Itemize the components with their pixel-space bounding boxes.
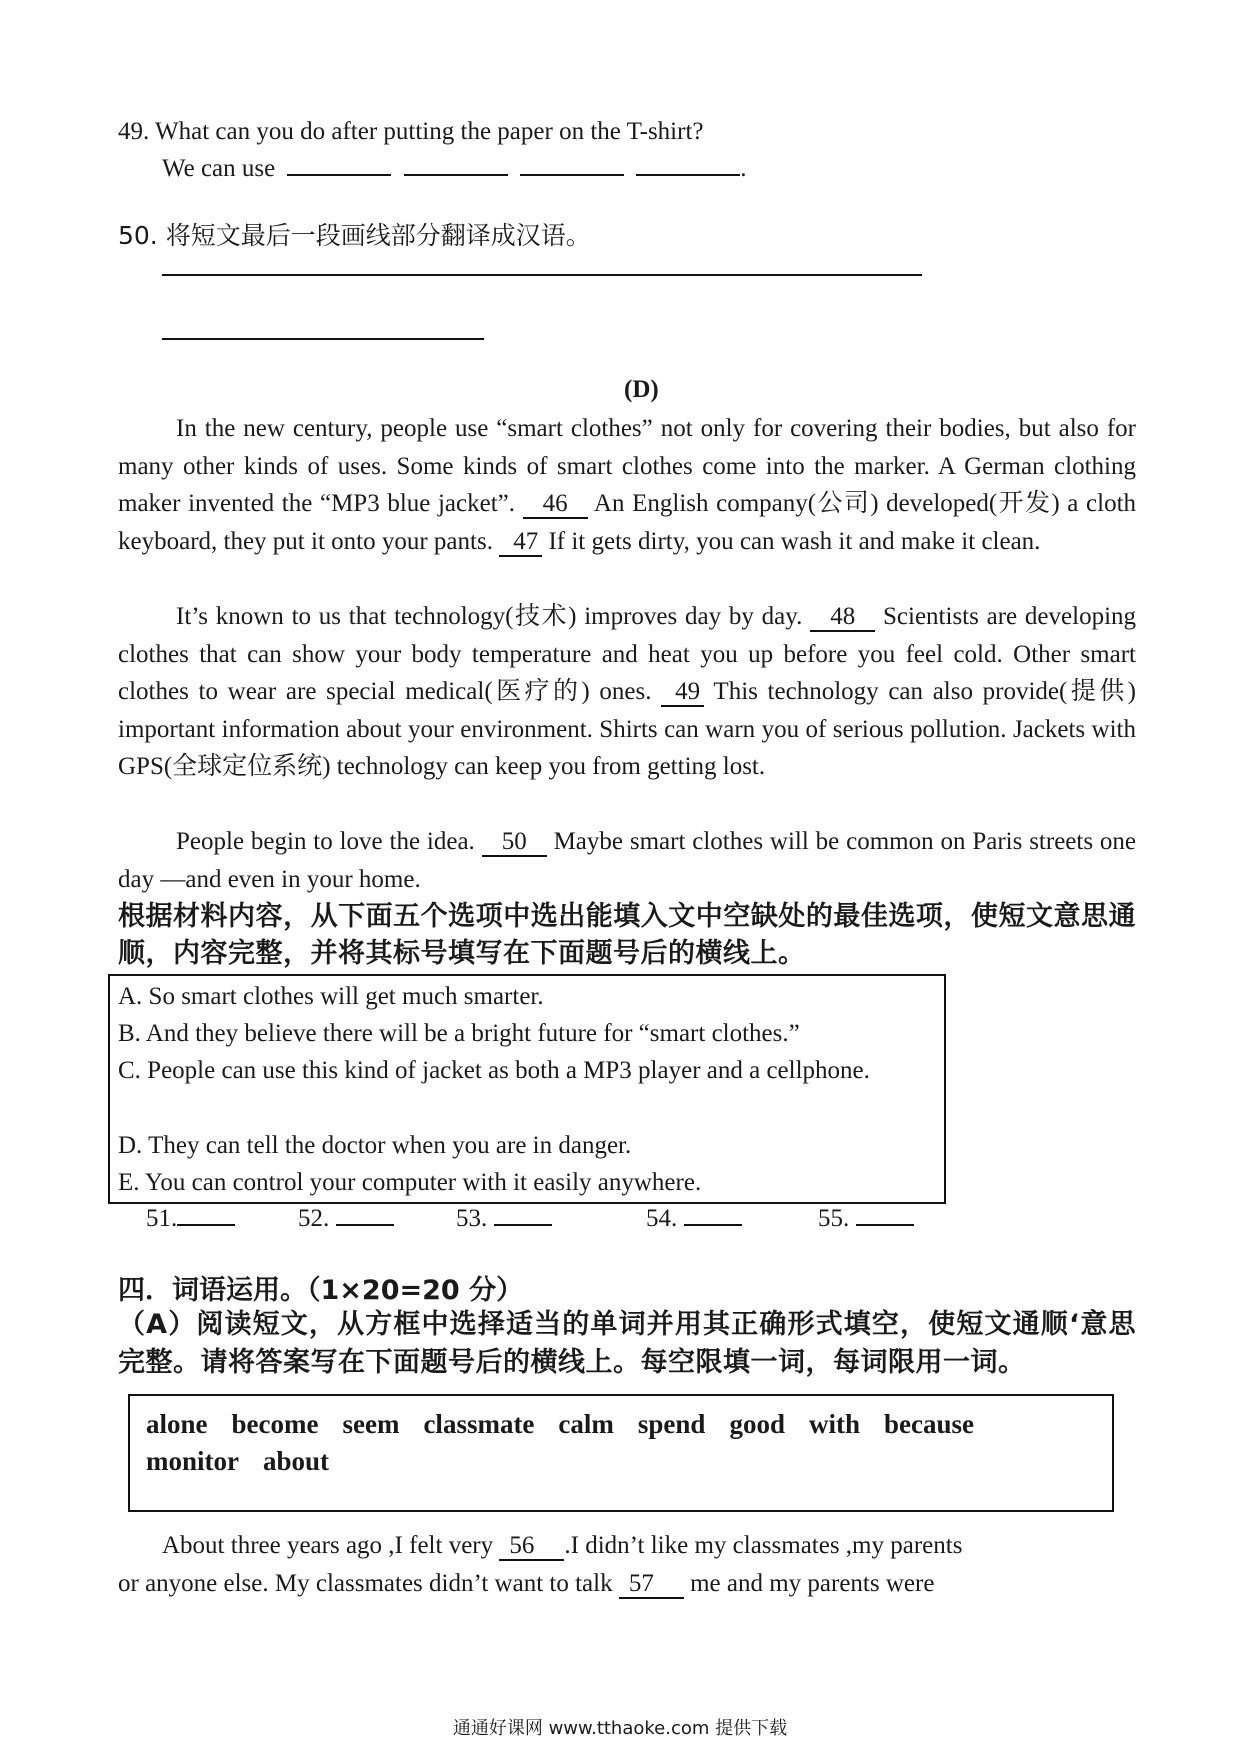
answer-blank[interactable] — [287, 150, 391, 176]
question-49-text: 49. What can you do after putting the paper on the T-shirt? — [118, 118, 704, 145]
paragraph-text: Maybe smart clothes will be common on Paris streets one day —and even in your home. — [118, 828, 1137, 893]
page-footer: 通通好课网 www.tthaoke.com 提供下载 — [452, 1718, 788, 1739]
answer-52 — [298, 1200, 394, 1233]
section-4-heading: 四．词语运用。（1×20=20 分） — [118, 1275, 524, 1306]
word-item: seem — [342, 1409, 400, 1439]
instruction-d: 根据材料内容，从下面五个选项中选出能填入文中空缺处的最佳选项，使短文意思通顺，内容完整，并将其标号填写在下面题号后的横线上。 — [118, 901, 1136, 969]
word-item: because — [884, 1409, 974, 1439]
section-4-instruction: （A）阅读短文，从方框中选择适当的单词并用其正确形式填空，使短文通顺‘意思完整。请将答案写在下面题号后的横线上。每空限填一词，每词限用一词。 — [118, 1309, 1136, 1378]
question-49-answer-line — [162, 150, 746, 183]
blank-48[interactable]: 48 — [810, 603, 875, 632]
option-c: C. People can use this kind of jacket as both a MP3 player and a cellphone. — [118, 1057, 870, 1084]
answer-number: 51. — [146, 1205, 178, 1232]
paragraph-text: It’s known to us that technology(技术) improves day by day. — [176, 603, 803, 630]
paragraph-d-3 — [118, 823, 1136, 898]
answer-55 — [818, 1200, 914, 1233]
answer-number: 55. — [818, 1205, 850, 1232]
word-item: calm — [558, 1409, 614, 1439]
answer-blank[interactable] — [404, 150, 508, 176]
section-d-title: (D) — [624, 376, 659, 403]
passage-text: .I didn’t like my classmates ,my parents — [564, 1532, 963, 1559]
question-50-text: 50. 将短文最后一段画线部分翻译成汉语。 — [118, 221, 591, 250]
option-b: B. And they believe there will be a bright future for “smart clothes.” — [118, 1020, 800, 1047]
word-item: monitor — [146, 1446, 239, 1476]
word-item: with — [808, 1409, 860, 1439]
blank-50[interactable]: 50 — [482, 828, 547, 857]
answer-blank[interactable] — [494, 1200, 552, 1226]
answer-53 — [456, 1200, 552, 1233]
word-item: good — [729, 1409, 785, 1439]
question-49 — [118, 118, 704, 146]
word-list — [146, 1406, 1096, 1480]
paragraph-d-2 — [118, 598, 1136, 786]
answer-blank[interactable] — [684, 1200, 742, 1226]
answer-number: 54. — [646, 1205, 678, 1232]
word-item: alone — [146, 1409, 208, 1439]
blank-56[interactable]: 56 — [499, 1532, 564, 1561]
answer-number: 52. — [298, 1205, 330, 1232]
blank-57[interactable]: 57 — [619, 1570, 684, 1599]
paragraph-text: If it gets dirty, you can wash it and make it clean. — [548, 527, 1041, 555]
passage-text: or anyone else. My classmates didn’t want to talk — [118, 1570, 613, 1597]
option-e: E. You can control your computer with it easily anywhere. — [118, 1169, 702, 1196]
translation-line-1[interactable] — [162, 252, 922, 276]
word-item: about — [262, 1446, 330, 1476]
answer-blank[interactable] — [856, 1200, 914, 1226]
blank-46[interactable]: 46 — [523, 490, 588, 519]
paragraph-text: This technology can also provide(提供) important information about your environment. Shirts can warn you of serious pollution. Jackets with GPS(全球定位系统) technology can keep you from getting lost. — [118, 678, 1136, 780]
paragraph-text: Scientists are developing clothes that can show your body temperature and heat you up before you feel cold. Other smart clothes to wear are special medical(医疗的) ones. — [118, 603, 1137, 705]
answer-end: . — [740, 155, 747, 182]
question-50 — [118, 216, 591, 252]
blank-49[interactable]: 49 — [661, 678, 704, 707]
answer-54 — [646, 1200, 742, 1233]
answer-prefix: We can use — [162, 155, 276, 182]
word-item: spend — [637, 1409, 706, 1439]
passage-text: About three years ago ,I felt very — [162, 1532, 494, 1559]
word-box — [128, 1394, 1114, 1512]
paragraph-text: In the new century, people use “smart clothes” not only for covering their bodies, but also for many other kinds of uses. Some kinds of smart clothes come into the marker. A German clothing maker invented the “MP3 blue jacket”. — [118, 415, 1136, 517]
passage-a-line-2 — [118, 1570, 934, 1598]
passage-text: me and my parents were — [690, 1570, 935, 1597]
blank-47[interactable]: 47 — [499, 528, 542, 557]
answer-blank[interactable] — [520, 150, 624, 176]
word-item: become — [231, 1409, 319, 1439]
answer-number: 53. — [456, 1205, 488, 1232]
answer-blank[interactable] — [336, 1200, 394, 1226]
paragraph-text: An English company(公司) developed(开发) a cloth keyboard, they put it onto your pants. — [118, 490, 1137, 555]
option-a: A. So smart clothes will get much smarter. — [118, 983, 544, 1010]
option-d: D. They can tell the doctor when you are in danger. — [118, 1132, 632, 1159]
answer-51 — [146, 1200, 235, 1233]
paragraph-text: People begin to love the idea. — [176, 828, 475, 855]
paragraph-d-1 — [118, 410, 1136, 560]
answer-blank[interactable] — [177, 1200, 235, 1226]
word-item: classmate — [423, 1409, 535, 1439]
answer-blank[interactable] — [636, 150, 740, 176]
translation-line-2[interactable] — [162, 316, 484, 340]
passage-a-line-1 — [162, 1532, 962, 1560]
